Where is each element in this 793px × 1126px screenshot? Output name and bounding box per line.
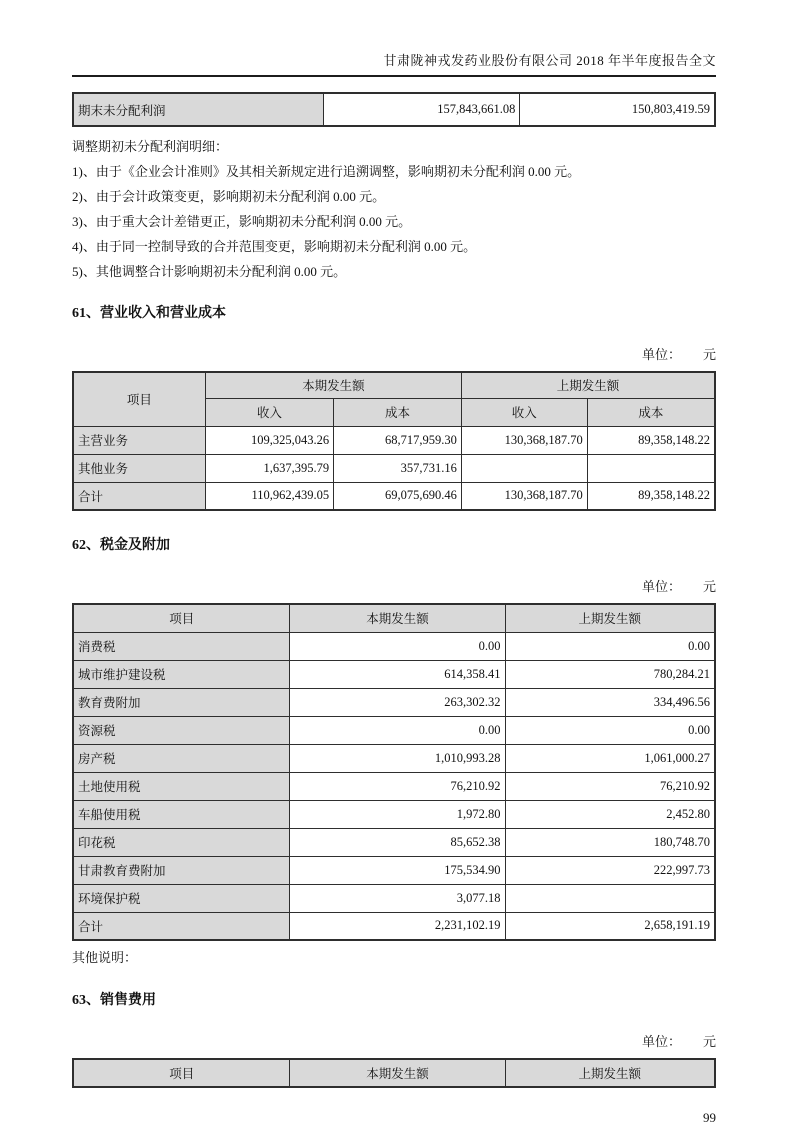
value-cell xyxy=(587,454,715,482)
note-item: 5)、其他调整合计影响期初未分配利润 0.00 元。 xyxy=(72,264,347,279)
page-footer xyxy=(72,1110,716,1126)
value-cell: 130,368,187.70 xyxy=(461,482,587,510)
revenue-cost-table xyxy=(72,371,716,511)
value-cell: 357,731.16 xyxy=(334,454,462,482)
value-cell: 89,358,148.22 xyxy=(587,426,715,454)
row-label-cell: 房产税 xyxy=(73,744,290,772)
row-label-cell: 合计 xyxy=(73,482,205,510)
table-row xyxy=(73,632,715,660)
note-item: 4)、由于同一控制导致的合并范围变更，影响期初未分配利润 0.00 元。 xyxy=(72,239,477,254)
value-cell: 2,658,191.19 xyxy=(505,912,715,940)
table-row xyxy=(73,912,715,940)
selling-expenses-table xyxy=(72,1058,716,1088)
value-cell: 222,997.73 xyxy=(505,856,715,884)
report-title: 甘肃陇神戎发药业股份有限公司 2018 年半年度报告全文 xyxy=(383,53,716,68)
carryover-table xyxy=(72,92,716,127)
table-row xyxy=(73,800,715,828)
value-cell: 3,077.18 xyxy=(290,884,505,912)
row-label-cell: 资源税 xyxy=(73,716,290,744)
row-label-cell: 主营业务 xyxy=(73,426,205,454)
page-content xyxy=(72,0,716,1126)
table-row xyxy=(73,828,715,856)
value-cell: 175,534.90 xyxy=(290,856,505,884)
table-header-row xyxy=(73,372,715,398)
unit-line-63 xyxy=(72,1031,716,1050)
section-heading-61: 61、营业收入和营业成本 xyxy=(72,306,226,321)
column-header-cost: 成本 xyxy=(587,398,715,426)
value-cell: 1,972.80 xyxy=(290,800,505,828)
table-row xyxy=(73,482,715,510)
table-row xyxy=(73,454,715,482)
column-header-item: 项目 xyxy=(73,1059,290,1087)
value-cell: 0.00 xyxy=(505,716,715,744)
taxes-table xyxy=(72,603,716,941)
unit-value: 元 xyxy=(702,579,716,594)
row-label-cell: 城市维护建设税 xyxy=(73,660,290,688)
unit-label: 单位： xyxy=(641,579,681,594)
value-cell xyxy=(461,454,587,482)
table-row xyxy=(73,426,715,454)
table-row xyxy=(73,884,715,912)
row-label-cell: 甘肃教育费附加 xyxy=(73,856,290,884)
value-cell xyxy=(505,884,715,912)
adjustment-notes-title: 调整期初未分配利润明细： xyxy=(72,139,229,154)
note-item: 2)、由于会计政策变更，影响期初未分配利润 0.00 元。 xyxy=(72,189,386,204)
value-cell: 180,748.70 xyxy=(505,828,715,856)
value-cell: 68,717,959.30 xyxy=(334,426,462,454)
row-label-cell: 环境保护税 xyxy=(73,884,290,912)
column-header-income: 收入 xyxy=(461,398,587,426)
value-cell: 85,652.38 xyxy=(290,828,505,856)
note-item: 1)、由于《企业会计准则》及其相关新规定进行追溯调整，影响期初未分配利润 0.00 元。 xyxy=(72,164,581,179)
table-row xyxy=(73,688,715,716)
table-row xyxy=(73,93,715,126)
other-notes-label: 其他说明： xyxy=(72,950,138,965)
column-header-current: 本期发生额 xyxy=(290,604,505,632)
current-amount-cell: 157,843,661.08 xyxy=(323,93,519,126)
unit-line-61 xyxy=(72,344,716,363)
value-cell: 89,358,148.22 xyxy=(587,482,715,510)
table-header-row xyxy=(73,604,715,632)
table-row xyxy=(73,744,715,772)
value-cell: 110,962,439.05 xyxy=(205,482,333,510)
row-label-cell: 车船使用税 xyxy=(73,800,290,828)
value-cell: 130,368,187.70 xyxy=(461,426,587,454)
unit-value: 元 xyxy=(702,347,716,362)
column-header-current: 本期发生额 xyxy=(205,372,461,398)
note-item: 3)、由于重大会计差错更正，影响期初未分配利润 0.00 元。 xyxy=(72,214,412,229)
value-cell: 1,010,993.28 xyxy=(290,744,505,772)
row-label-cell: 期末未分配利润 xyxy=(73,93,323,126)
table-row xyxy=(73,772,715,800)
page-number: 99 xyxy=(703,1110,716,1125)
value-cell: 1,061,000.27 xyxy=(505,744,715,772)
prior-amount-cell: 150,803,419.59 xyxy=(520,93,715,126)
column-header-income: 收入 xyxy=(205,398,333,426)
row-label-cell: 印花税 xyxy=(73,828,290,856)
unit-label: 单位： xyxy=(641,347,681,362)
value-cell: 76,210.92 xyxy=(505,772,715,800)
column-header-item: 项目 xyxy=(73,604,290,632)
row-label-cell: 合计 xyxy=(73,912,290,940)
value-cell: 0.00 xyxy=(290,632,505,660)
section-heading-62: 62、税金及附加 xyxy=(72,538,170,553)
column-header-prior: 上期发生额 xyxy=(461,372,715,398)
table-row xyxy=(73,856,715,884)
value-cell: 2,452.80 xyxy=(505,800,715,828)
column-header-item: 项目 xyxy=(73,372,205,426)
row-label-cell: 其他业务 xyxy=(73,454,205,482)
value-cell: 334,496.56 xyxy=(505,688,715,716)
row-label-cell: 教育费附加 xyxy=(73,688,290,716)
adjustment-notes xyxy=(72,140,716,279)
column-header-prior: 上期发生额 xyxy=(505,1059,715,1087)
value-cell: 0.00 xyxy=(290,716,505,744)
value-cell: 109,325,043.26 xyxy=(205,426,333,454)
unit-label: 单位： xyxy=(641,1034,681,1049)
column-header-current: 本期发生额 xyxy=(290,1059,505,1087)
report-header xyxy=(72,0,716,77)
row-label-cell: 土地使用税 xyxy=(73,772,290,800)
table-row xyxy=(73,716,715,744)
section-heading-63: 63、销售费用 xyxy=(72,993,156,1008)
value-cell: 263,302.32 xyxy=(290,688,505,716)
row-label-cell: 消费税 xyxy=(73,632,290,660)
unit-line-62 xyxy=(72,576,716,595)
table-header-row xyxy=(73,1059,715,1087)
table-row xyxy=(73,660,715,688)
value-cell: 614,358.41 xyxy=(290,660,505,688)
value-cell: 69,075,690.46 xyxy=(334,482,462,510)
column-header-cost: 成本 xyxy=(334,398,462,426)
value-cell: 2,231,102.19 xyxy=(290,912,505,940)
value-cell: 780,284.21 xyxy=(505,660,715,688)
value-cell: 76,210.92 xyxy=(290,772,505,800)
value-cell: 0.00 xyxy=(505,632,715,660)
unit-value: 元 xyxy=(702,1034,716,1049)
value-cell: 1,637,395.79 xyxy=(205,454,333,482)
column-header-prior: 上期发生额 xyxy=(505,604,715,632)
